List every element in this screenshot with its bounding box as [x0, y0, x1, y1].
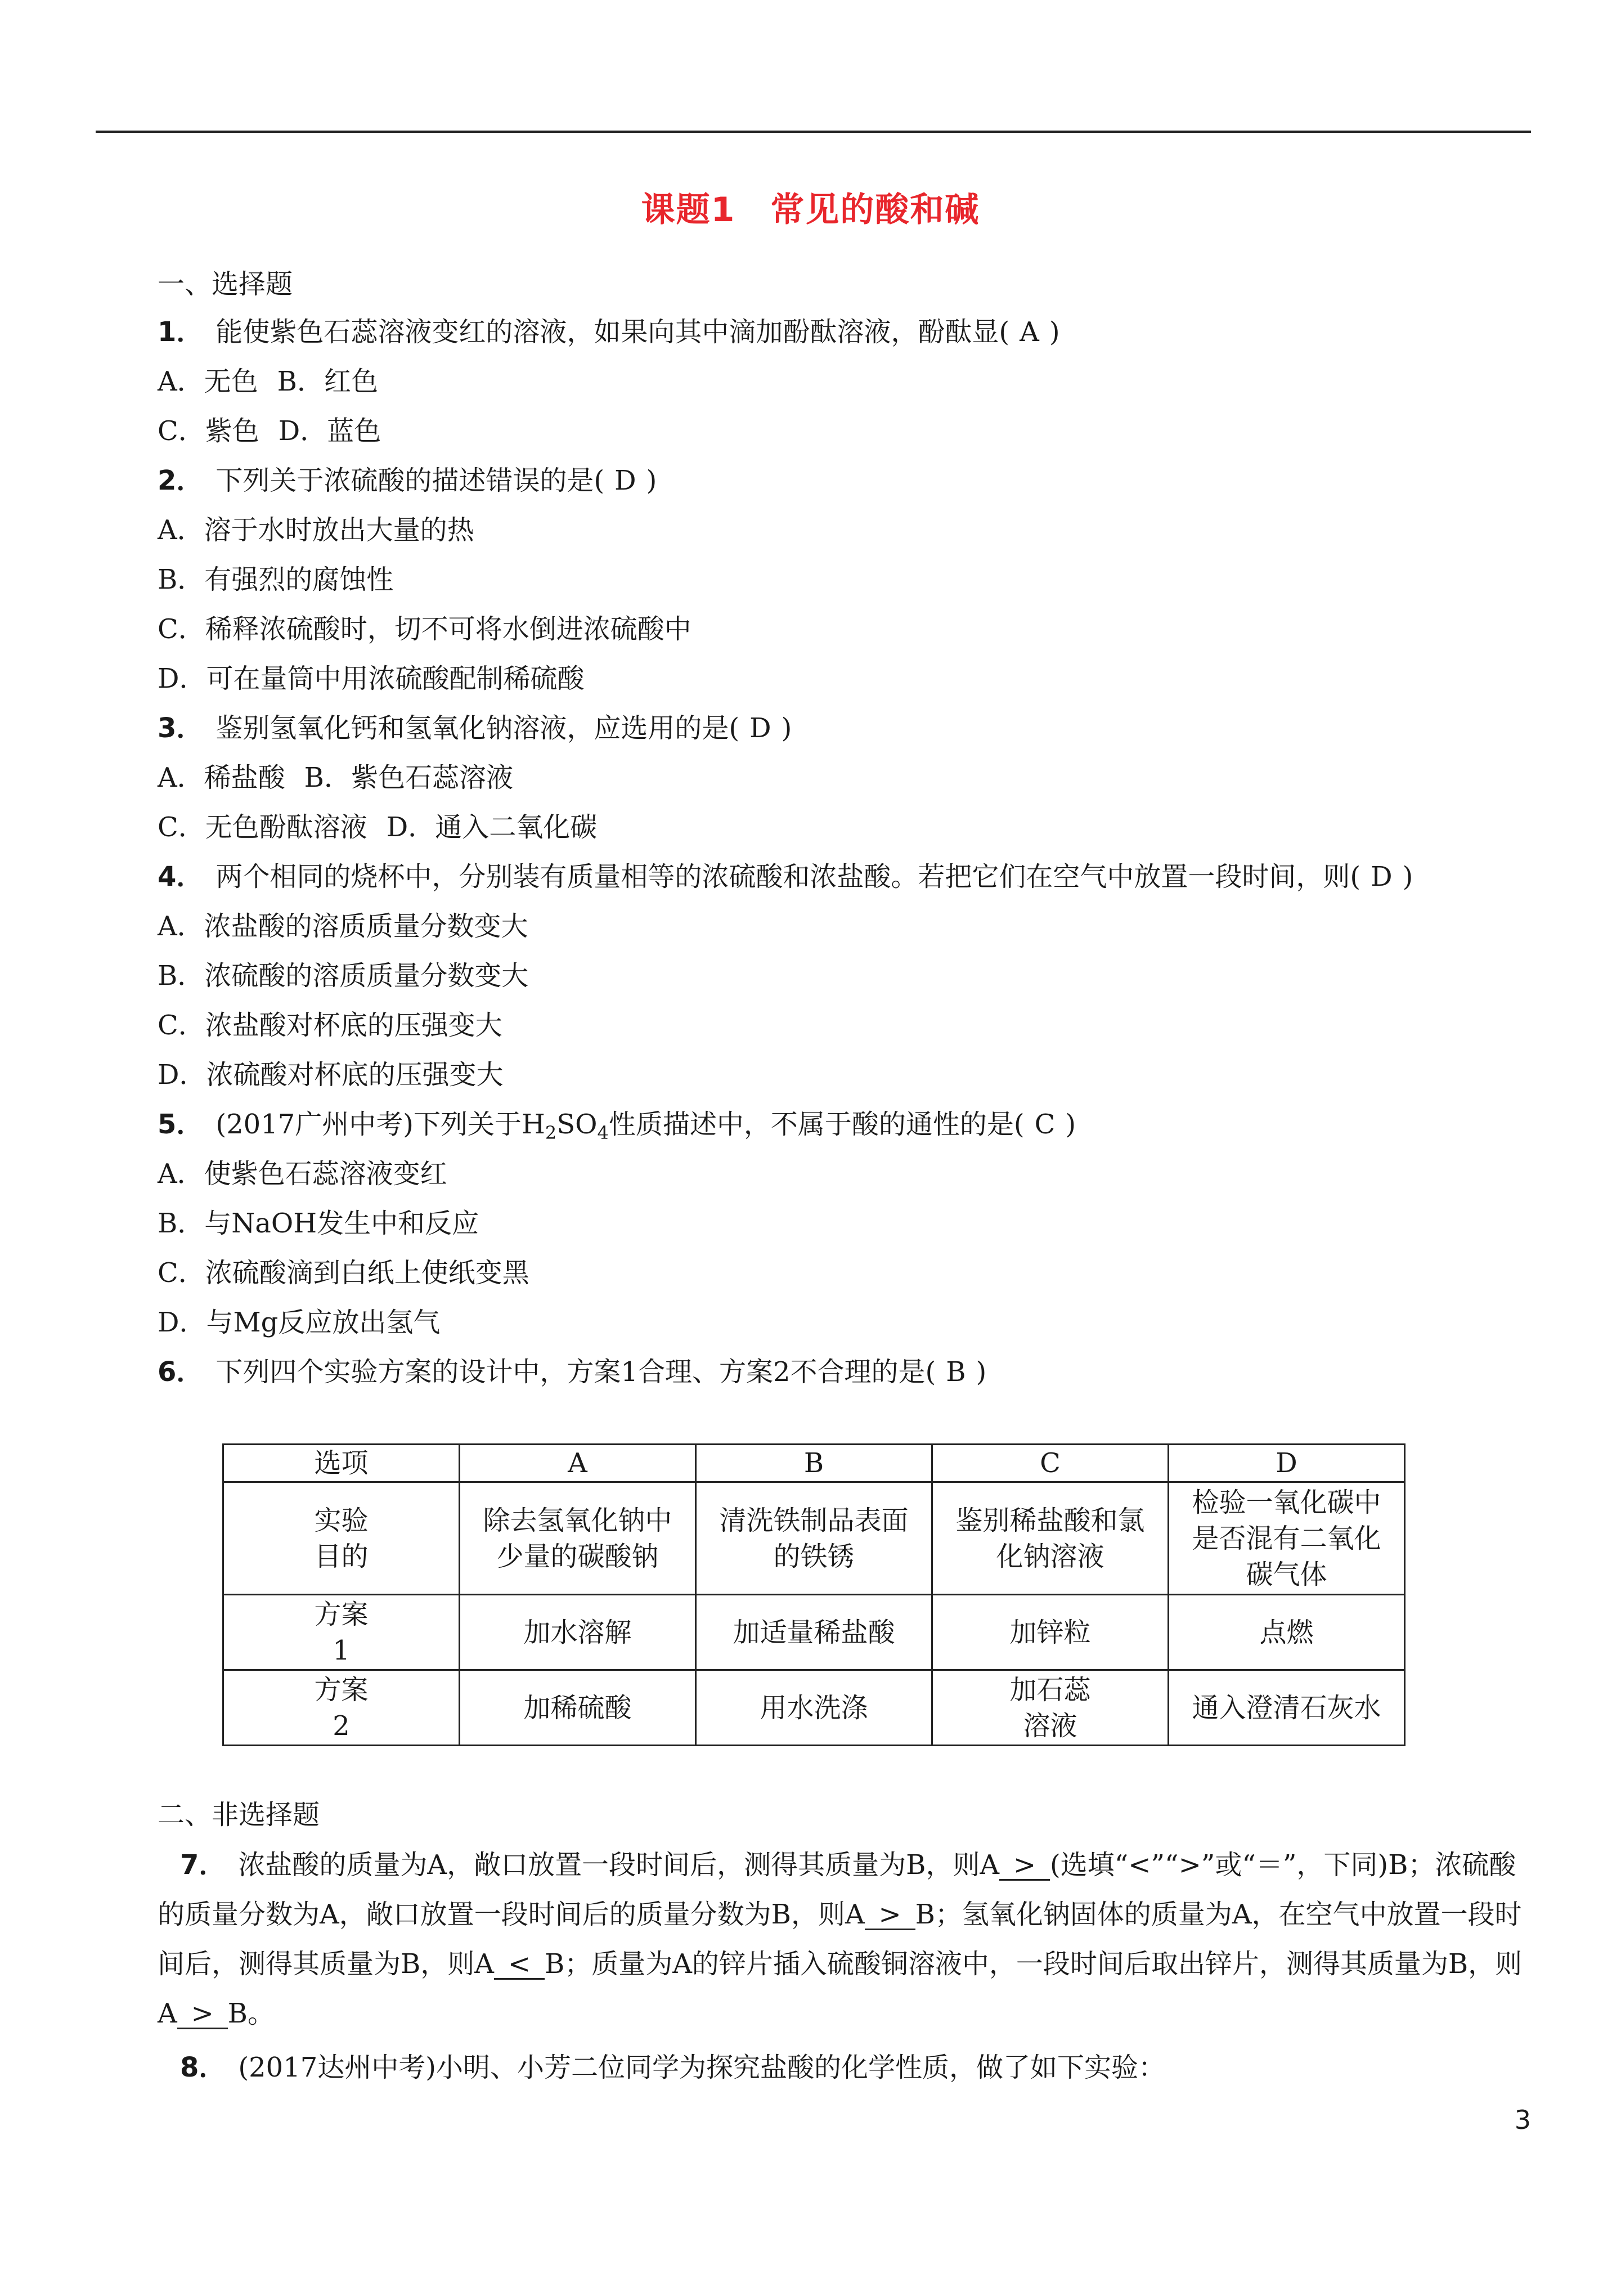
table-cell: 清洗铁制品表面 的铁锈 — [696, 1482, 932, 1595]
option: B．有强烈的腐蚀性 — [158, 564, 394, 595]
table-cell: 选项 — [223, 1445, 460, 1482]
question-number: 6． — [158, 1356, 204, 1388]
table-cell: 鉴别稀盐酸和氯 化钠溶液 — [932, 1482, 1169, 1595]
question-2: 2． 下列关于浓硫酸的描述错误的是( D ) — [158, 465, 657, 496]
table-cell: A — [460, 1445, 696, 1482]
table-cell: 检验一氧化碳中 是否混有二氧化 碳气体 — [1169, 1482, 1405, 1595]
option: C．浓盐酸对杯底的压强变大 — [158, 1010, 502, 1041]
page-number: 3 — [1514, 2105, 1531, 2135]
answer: D — [1371, 861, 1393, 893]
option: C．无色酚酞溶液 — [158, 811, 367, 843]
answer: C — [1034, 1109, 1056, 1140]
question-text: 下列四个实验方案的设计中，方案1合理、方案2不合理的是( — [215, 1356, 936, 1388]
fill-blank: > — [999, 1851, 1050, 1881]
table-cell: 除去氢氧化钠中 少量的碳酸钠 — [460, 1482, 696, 1595]
option: A．溶于水时放出大量的热 — [158, 514, 474, 546]
table-cell: 加石蕊 溶液 — [932, 1670, 1169, 1746]
question-7: 7． 浓盐酸的质量为A，敞口放置一段时间后，测得其质量为B，则A > (选填“<”“>”或“＝”，下同)B；浓硫酸的质量分数为A，敞口放置一段时间后的质量分数为B，则A > B；氢氧化钠固体的质量为A，在空气中放置一段时间后，测得其质量为B，则A < B；质量为A的锌片插入硫酸铜溶液中，一段时间后取出锌片，测得其质量为B，则A > B。 — [158, 1849, 1523, 2029]
table-cell: B — [696, 1445, 932, 1482]
table-cell: 用水洗涤 — [696, 1670, 932, 1746]
table-cell: D — [1169, 1445, 1405, 1482]
section-heading-choice: 一、选择题 — [158, 268, 293, 300]
experiment-table — [222, 1443, 1406, 1746]
table-header-row — [223, 1445, 1405, 1482]
option: C．稀释浓硫酸时，切不可将水倒进浓硫酸中 — [158, 613, 691, 645]
options-row — [158, 414, 400, 448]
option: A．稀盐酸 — [158, 762, 285, 793]
table-row — [223, 1670, 1405, 1746]
option: B．浓硫酸的溶质质量分数变大 — [158, 960, 529, 992]
options-row — [158, 761, 532, 795]
question-number: 7． — [180, 1849, 226, 1881]
option: D．可在量筒中用浓硫酸配制稀硫酸 — [158, 663, 585, 694]
question-number: 5． — [158, 1109, 204, 1140]
section-heading-nonchoice: 二、非选择题 — [158, 1799, 320, 1831]
header-rule — [96, 131, 1531, 133]
fill-blank: > — [177, 1999, 228, 2029]
fill-blank: < — [494, 1950, 545, 1980]
options-row — [158, 365, 397, 398]
question-1: 1． 能使紫色石蕊溶液变红的溶液，如果向其中滴加酚酞溶液，酚酞显( A ) — [158, 316, 1060, 348]
table-cell: 方案 1 — [223, 1595, 460, 1670]
question-number: 4． — [158, 861, 204, 893]
option: B．红色 — [277, 366, 378, 397]
answer: B — [946, 1356, 966, 1388]
table-cell: 点燃 — [1169, 1595, 1405, 1670]
table-cell: 加水溶解 — [460, 1595, 696, 1670]
question-number: 8． — [180, 2052, 226, 2083]
table-cell: C — [932, 1445, 1169, 1482]
options-row — [158, 810, 616, 844]
question-6: 6． 下列四个实验方案的设计中，方案1合理、方案2不合理的是( B ) — [158, 1356, 987, 1388]
question-text: (2017达州中考)小明、小芳二位同学为探究盐酸的化学性质，做了如下实验： — [238, 2052, 1166, 2083]
option: B．与NaOH发生中和反应 — [158, 1208, 479, 1239]
option: C．紫色 — [158, 415, 259, 447]
question-text: 下列关于浓硫酸的描述错误的是( — [215, 465, 605, 496]
table-cell: 加锌粒 — [932, 1595, 1169, 1670]
question-5: 5． (2017广州中考)下列关于$H_2SO_4$性质描述中，不属于酸的通性的是( C ) — [158, 1109, 1076, 1143]
question-3: 3． 鉴别氢氧化钙和氢氧化钠溶液，应选用的是( D ) — [158, 712, 792, 744]
option: D．浓硫酸对杯底的压强变大 — [158, 1059, 504, 1091]
option: B．紫色石蕊溶液 — [304, 762, 513, 793]
answer: A — [1020, 316, 1039, 348]
option: A．使紫色石蕊溶液变红 — [158, 1158, 447, 1190]
table-cell: 方案 2 — [223, 1670, 460, 1746]
page-title: 课题1 常见的酸和碱 — [641, 190, 980, 230]
table-cell: 通入澄清石灰水 — [1169, 1670, 1405, 1746]
table-cell: 加稀硫酸 — [460, 1670, 696, 1746]
table-cell: 实验 目的 — [223, 1482, 460, 1595]
question-number: 3． — [158, 712, 204, 744]
question-number: 1． — [158, 316, 204, 348]
table-cell: 加适量稀盐酸 — [696, 1595, 932, 1670]
question-8 — [180, 2051, 1165, 2084]
answer: D — [749, 712, 771, 744]
option: A．浓盐酸的溶质质量分数变大 — [158, 911, 528, 942]
option: D．蓝色 — [278, 415, 381, 447]
option: A．无色 — [158, 366, 258, 397]
answer: D — [614, 465, 636, 496]
option: C．浓硫酸滴到白纸上使纸变黑 — [158, 1257, 529, 1289]
table-row — [223, 1482, 1405, 1595]
question-text: 鉴别氢氧化钙和氢氧化钠溶液，应选用的是( — [215, 712, 740, 744]
fill-blank: > — [865, 1900, 915, 1930]
question-text: 能使紫色石蕊溶液变红的溶液，如果向其中滴加酚酞溶液，酚酞显( — [215, 316, 1010, 348]
question-4: 4． 两个相同的烧杯中，分别装有质量相等的浓硫酸和浓盐酸。若把它们在空气中放置一段时间，则( D ) — [158, 861, 1413, 893]
option: D．与Mg反应放出氢气 — [158, 1307, 441, 1338]
question-text: 两个相同的烧杯中，分别装有质量相等的浓硫酸和浓盐酸。若把它们在空气中放置一段时间，则( — [215, 861, 1361, 893]
table-row — [223, 1595, 1405, 1670]
question-number: 2． — [158, 465, 204, 496]
option: D．通入二氧化碳 — [386, 811, 598, 843]
